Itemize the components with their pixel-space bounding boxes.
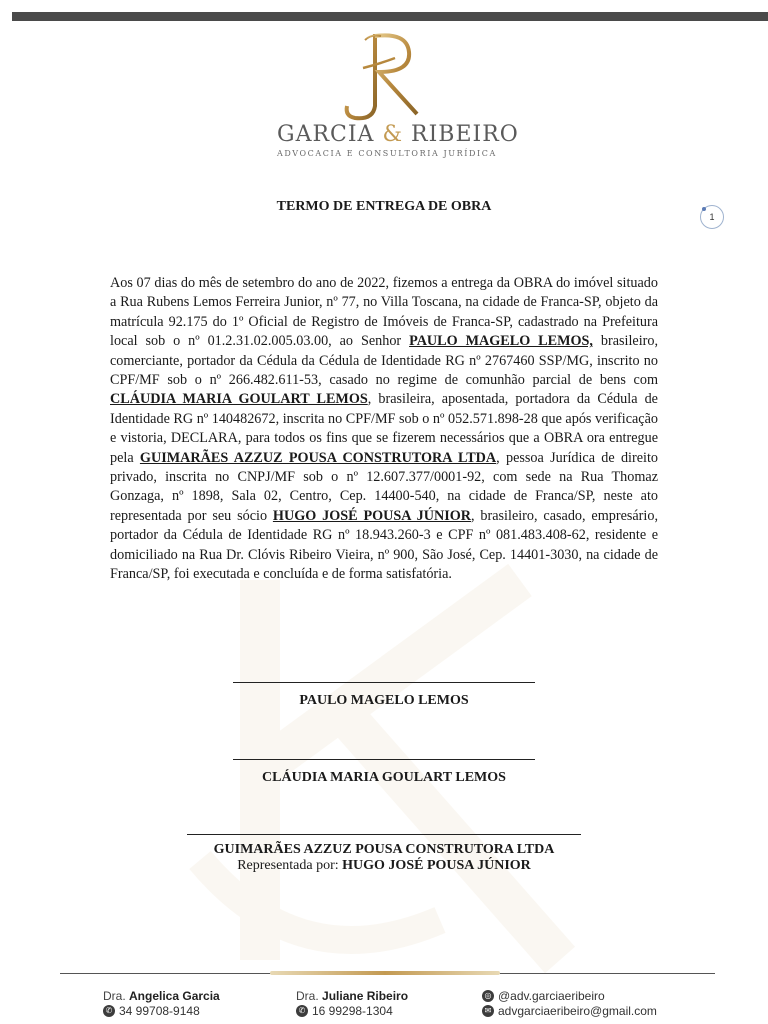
party-name-2: CLÁUDIA MARIA GOULART LEMOS (110, 391, 368, 408)
rep-label: Representada por: (237, 858, 339, 873)
footer-social (482, 988, 657, 1018)
company-name: GUIMARÃES AZZUZ POUSA CONSTRUTORA LTDA (139, 449, 497, 466)
instagram-icon: ◎ (482, 990, 494, 1002)
brand-name: GARCIA & RIBEIRO (277, 122, 519, 147)
signature-block-1 (0, 672, 768, 709)
body-segment: Aos 07 dias do mês de setembro do ano de 2022, fizemos a entrega da OBRA do imóvel situado a Rua Rubens Lemos Ferreira Junior, nº 77, no Villa Toscana, na cidade de Franca-SP, objeto da matrícula 92.175 do 1º Oficial de Registro de Imóveis de Franca-SP, cadastrado na Prefeitura local sob o nº 01.2.31.02.005.03.00, ao Senhor (110, 275, 658, 350)
contact-phone[interactable]: 34 99708-9148 (119, 1003, 200, 1018)
company-logo (277, 28, 519, 168)
contact-title: Dra. (296, 988, 319, 1003)
whatsapp-icon: ✆ (103, 1005, 115, 1017)
representative-name: HUGO JOSÉ POUSA JÚNIOR (272, 507, 472, 524)
body-segment: , pessoa Jurídica de direito privado, inscrita no CNPJ/MF sob o nº 12.607.377/0001-92, com sede na Rua Thomaz Gonzaga, nº 1898, Sala 02, Centro, Cep. 14400-540, na cidade de Franca/SP, neste ato representada por seu sócio (110, 449, 658, 524)
email-address[interactable]: advgarciaeribeiro@gmail.com (498, 1003, 657, 1018)
rep-name: HUGO JOSÉ POUSA JÚNIOR (342, 858, 531, 873)
signatory-name: GUIMARÃES AZZUZ POUSA CONSTRUTORA LTDA (213, 842, 555, 857)
body-segment: brasileiro, comerciante, portador da Cédula da Cédula de Identidade RG nº 2767460 SSP/MG, inscrito no CPF/MF sob o nº 266.482.611-53, casado no regime de comunhão parcial de bens com (110, 333, 659, 389)
contact-name: Juliane Ribeiro (322, 988, 409, 1003)
signature-line (187, 834, 581, 835)
whatsapp-icon: ✆ (296, 1005, 308, 1017)
contact-phone[interactable]: 16 99298-1304 (312, 1003, 393, 1018)
signatory-name: PAULO MAGELO LEMOS (299, 693, 469, 708)
signature-line (233, 759, 535, 760)
top-bar (12, 12, 768, 21)
brand-subtitle: ADVOCACIA E CONSULTORIA JURÍDICA (277, 149, 497, 158)
body-segment: , brasileira, aposentada, portadora da Cédula de Identidade RG nº 140482672, inscrita no CPF/MF sob o nº 052.571.898-28 que após verificação e vistoria, DECLARA, para todos os fins que se fizerem necessários que a OBRA ora entregue pela (110, 391, 658, 466)
page-number: 1 (709, 212, 715, 222)
footer-contact-1 (103, 988, 220, 1018)
body-segment: , brasileiro, casado, empresário, portador da Cédula de Identidade RG nº 18.943.260-3 e CPF nº 081.483.408-62, residente e domiciliado na Rua Dr. Clóvis Ribeiro Vieira, nº 900, São José, Cep. 14401-3030, na cidade de Franca/SP, foi executada e concluída e de forma satisfatória. (110, 507, 658, 583)
email-icon: ✉ (482, 1005, 494, 1017)
signatory-name: CLÁUDIA MARIA GOULART LEMOS (262, 770, 506, 785)
contact-name: Angelica Garcia (129, 988, 220, 1003)
party-name-1: PAULO MAGELO LEMOS, (409, 333, 593, 350)
representative-line (0, 858, 768, 874)
document-title: TERMO DE ENTREGA DE OBRA (276, 199, 492, 214)
contact-title: Dra. (103, 988, 126, 1003)
signature-block-3 (0, 824, 768, 874)
signature-line (233, 682, 535, 683)
footer-contact-2 (296, 988, 408, 1018)
signature-block-2 (0, 749, 768, 786)
instagram-handle[interactable]: @adv.garciaeribeiro (498, 988, 605, 1003)
logo-monogram (335, 28, 435, 124)
footer-accent (270, 971, 500, 975)
document-body (110, 274, 658, 585)
